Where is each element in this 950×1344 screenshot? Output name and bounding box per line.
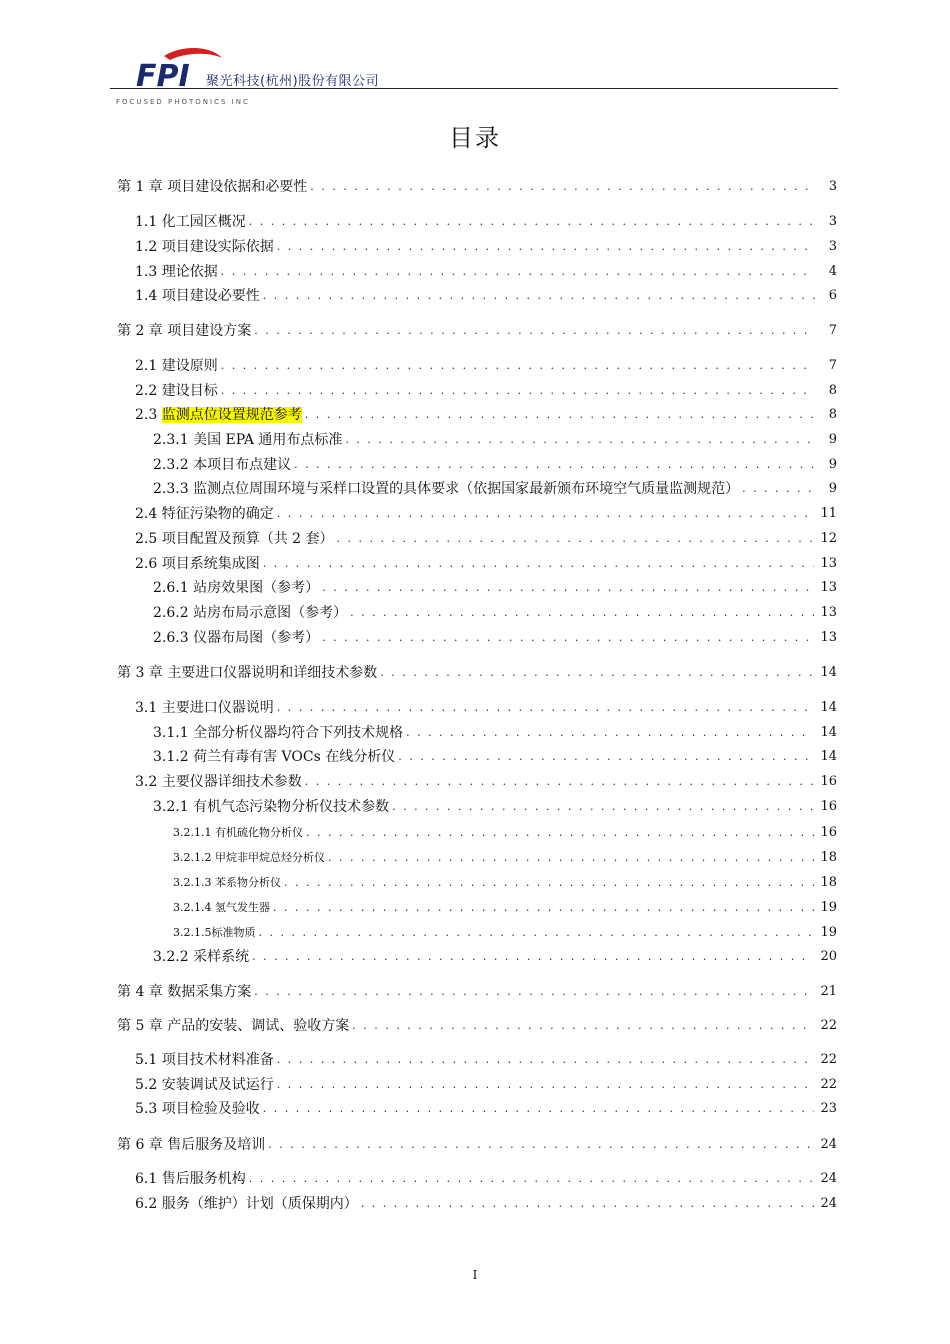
toc-leader-dots [254, 324, 815, 337]
toc-entry[interactable] [173, 896, 837, 918]
page-header [110, 40, 838, 110]
toc-leader-dots [328, 851, 814, 864]
toc-entry-label: 第 4 章 数据采集方案 [117, 984, 252, 1000]
toc-entry[interactable] [135, 552, 837, 574]
toc-leader-dots [322, 581, 814, 594]
toc-entry-label: 3.1.2 荷兰有毒有害 VOCs 在线分析仪 [153, 749, 396, 765]
toc-leader-dots [221, 265, 815, 278]
toc-entry-page: 9 [828, 431, 837, 447]
toc-leader-dots [310, 180, 815, 193]
toc-entry-page: 24 [820, 1170, 837, 1186]
toc-leader-dots [277, 701, 815, 714]
toc-leader-dots [277, 1053, 815, 1066]
toc-entry-label: 2.3.2 本项目布点建议 [153, 457, 292, 473]
toc-entry-page: 19 [820, 899, 837, 915]
toc-entry-page: 24 [820, 1136, 837, 1152]
toc-entry[interactable] [173, 871, 837, 893]
toc-entry-page: 20 [820, 948, 837, 964]
toc-entry-label: 3.2.1.3 苯系物分析仪 [173, 876, 281, 889]
toc-entry-label: 第 2 章 项目建设方案 [117, 323, 252, 339]
toc-leader-dots [273, 901, 814, 914]
toc-entry-page: 14 [820, 724, 837, 740]
toc-leader-dots [263, 557, 815, 570]
toc-entry[interactable] [117, 661, 837, 683]
company-name: 聚光科技(杭州)股份有限公司 [206, 74, 380, 89]
toc-entry-label: 第 3 章 主要进口仪器说明和详细技术参数 [117, 665, 378, 681]
toc-entry-page: 8 [828, 382, 837, 398]
toc-entry-page: 6 [828, 287, 837, 303]
toc-leader-dots [277, 240, 815, 253]
toc-entry-label: 2.3.3 监测点位周围环境与采样口设置的具体要求（依据国家最新颁布环境空气质量监测规范） [153, 481, 740, 497]
toc-entry-page: 22 [820, 1017, 837, 1033]
toc-leader-dots [263, 1102, 815, 1115]
toc-entry-page: 11 [820, 505, 837, 521]
toc-entry[interactable] [135, 502, 837, 524]
toc-entry-label: 2.6 项目系统集成图 [135, 556, 260, 572]
toc-leader-dots [252, 950, 814, 963]
toc-entry-label: 3.2 主要仪器详细技术参数 [135, 774, 302, 790]
toc-entry-page: 13 [820, 555, 837, 571]
toc-entry[interactable] [117, 1133, 837, 1155]
toc-entry-page: 8 [828, 406, 837, 422]
toc-leader-dots [258, 926, 814, 939]
toc-entry[interactable] [173, 821, 837, 843]
toc-entry-label: 第 6 章 售后服务及培训 [117, 1137, 266, 1153]
toc-leader-dots [221, 384, 815, 397]
toc-entry-page: 16 [820, 798, 837, 814]
toc-entry-label: 第 5 章 产品的安装、调试、验收方案 [117, 1018, 350, 1034]
toc-leader-dots [263, 289, 815, 302]
toc-leader-dots [294, 458, 815, 471]
logo-text: FPI [136, 59, 190, 90]
toc-entry-page: 18 [820, 874, 837, 890]
toc-leader-dots [305, 408, 815, 421]
toc-leader-dots [249, 215, 815, 228]
toc-entry-label: 1.3 理论依据 [135, 264, 218, 280]
toc-entry[interactable] [153, 576, 837, 598]
toc-entry-label: 2.6.2 站房布局示意图（参考） [153, 605, 348, 621]
toc-entry-label: 2.2 建设目标 [135, 383, 218, 399]
toc-entry-page: 16 [820, 773, 837, 789]
toc-entry-label: 3.2.1.2 甲烷非甲烷总烃分析仪 [173, 851, 325, 864]
toc-entry[interactable] [117, 319, 837, 341]
toc-entry-page: 13 [820, 579, 837, 595]
toc-entry[interactable] [135, 1048, 837, 1070]
toc-entry[interactable] [135, 210, 837, 232]
toc-entry-label: 1.1 化工园区概况 [135, 214, 246, 230]
toc-entry[interactable] [135, 403, 837, 425]
toc-entry[interactable] [135, 354, 837, 376]
toc-leader-dots [322, 631, 814, 644]
toc-entry-label: 第 1 章 项目建设依据和必要性 [117, 179, 308, 195]
toc-leader-dots [350, 606, 814, 619]
toc-entry-label: 2.4 特征污染物的确定 [135, 506, 274, 522]
page-title: 目录 [449, 124, 501, 152]
toc-entry[interactable] [135, 235, 837, 257]
toc-entry[interactable] [135, 527, 837, 549]
toc-entry-page: 14 [820, 748, 837, 764]
toc-leader-dots [352, 1019, 814, 1032]
toc-entry-label: 2.3 监测点位设置规范参考 [135, 407, 302, 423]
toc-entry-label: 3.1 主要进口仪器说明 [135, 700, 274, 716]
toc-entry-label: 3.2.1.4 氢气发生器 [173, 901, 270, 914]
toc-entry[interactable] [135, 770, 837, 792]
toc-leader-dots [221, 359, 815, 372]
company-english-name: FOCUSED PHOTONICS INC [116, 98, 250, 106]
toc-entry[interactable] [153, 795, 837, 817]
toc-entry-page: 4 [828, 263, 837, 279]
toc-entry-page: 16 [820, 824, 837, 840]
toc-entry[interactable] [135, 1167, 837, 1189]
toc-entry[interactable] [117, 175, 837, 197]
toc-entry-page: 9 [828, 480, 837, 496]
toc-entry-label: 3.1.1 全部分析仪器均符合下列技术规格 [153, 725, 404, 741]
toc-entry[interactable] [173, 921, 837, 943]
toc-entry[interactable] [173, 846, 837, 868]
toc-entry[interactable] [135, 284, 837, 306]
toc-entry[interactable] [135, 1097, 837, 1119]
toc-entry-label: 3.2.1.5标准物质 [173, 926, 256, 939]
toc-leader-dots [305, 775, 815, 788]
toc-entry-page: 21 [820, 983, 837, 999]
toc-leader-dots [406, 726, 814, 739]
toc-leader-dots [284, 876, 814, 889]
toc-entry-label: 2.5 项目配置及预算（共 2 套） [135, 531, 334, 547]
toc-entry[interactable] [153, 626, 837, 648]
toc-entry-label: 3.2.1.1 有机硫化物分析仪 [173, 826, 303, 839]
toc-entry-label: 6.2 服务（维护）计划（质保期内） [135, 1196, 358, 1212]
toc-leader-dots [380, 666, 814, 679]
toc-entry[interactable] [135, 1192, 837, 1214]
toc-entry-label: 6.1 售后服务机构 [135, 1171, 246, 1187]
toc-entry-label: 1.4 项目建设必要性 [135, 288, 260, 304]
page-number: I [472, 1268, 478, 1282]
toc-entry-page: 7 [828, 322, 837, 338]
toc-entry[interactable] [153, 477, 837, 499]
toc-entry-page: 3 [828, 238, 837, 254]
toc-entry-page: 23 [820, 1100, 837, 1116]
toc-entry[interactable] [153, 945, 837, 967]
toc-entry-page: 12 [820, 530, 837, 546]
toc-entry-page: 3 [828, 213, 837, 229]
toc-entry-page: 9 [828, 456, 837, 472]
toc-leader-dots [277, 507, 815, 520]
toc-leader-dots [268, 1138, 814, 1151]
toc-entry-label: 3.2.1 有机气态污染物分析仪技术参数 [153, 799, 390, 815]
toc-entry-page: 22 [820, 1051, 837, 1067]
toc-entry[interactable] [135, 696, 837, 718]
toc-entry-label: 5.3 项目检验及验收 [135, 1101, 260, 1117]
toc-entry-page: 14 [820, 699, 837, 715]
toc-entry-label: 3.2.2 采样系统 [153, 949, 250, 965]
toc-leader-dots [742, 482, 815, 495]
toc-entry[interactable] [117, 980, 837, 1002]
toc-entry-page: 13 [820, 629, 837, 645]
toc-entry-page: 18 [820, 849, 837, 865]
toc-entry[interactable] [117, 1014, 837, 1036]
toc-entry-page: 19 [820, 924, 837, 940]
toc-entry[interactable] [135, 1073, 837, 1095]
toc-leader-dots [277, 1078, 815, 1091]
toc-entry-label: 5.1 项目技术材料准备 [135, 1052, 274, 1068]
toc-entry-page: 13 [820, 604, 837, 620]
toc-entry-label: 1.2 项目建设实际依据 [135, 239, 274, 255]
toc-leader-dots [345, 433, 815, 446]
toc-entry[interactable] [153, 428, 837, 450]
toc-leader-dots [337, 532, 815, 545]
highlighted-text: 监测点位设置规范参考 [161, 407, 302, 423]
toc-leader-dots [249, 1172, 815, 1185]
toc-entry-label: 5.2 安装调试及试运行 [135, 1077, 274, 1093]
toc-entry[interactable] [153, 453, 837, 475]
toc-leader-dots [306, 826, 814, 839]
toc-leader-dots [398, 750, 814, 763]
toc-entry[interactable] [135, 260, 837, 282]
toc-entry-page: 22 [820, 1076, 837, 1092]
toc-leader-dots [361, 1197, 815, 1210]
toc-entry-page: 7 [828, 357, 837, 373]
toc-entry[interactable] [153, 745, 837, 767]
toc-entry-page: 14 [820, 664, 837, 680]
toc-entry-label: 2.6.1 站房效果图（参考） [153, 580, 320, 596]
toc-entry-label: 2.3.1 美国 EPA 通用布点标准 [153, 432, 343, 448]
toc-entry[interactable] [153, 601, 837, 623]
toc-entry[interactable] [135, 379, 837, 401]
toc-leader-dots [392, 800, 814, 813]
toc-entry-page: 3 [828, 178, 837, 194]
toc-entry-label: 2.1 建设原则 [135, 358, 218, 374]
toc-entry[interactable] [153, 721, 837, 743]
toc-entry-page: 24 [820, 1195, 837, 1211]
header-rule [110, 88, 838, 89]
toc-leader-dots [254, 985, 814, 998]
toc-entry-label: 2.6.3 仪器布局图（参考） [153, 630, 320, 646]
